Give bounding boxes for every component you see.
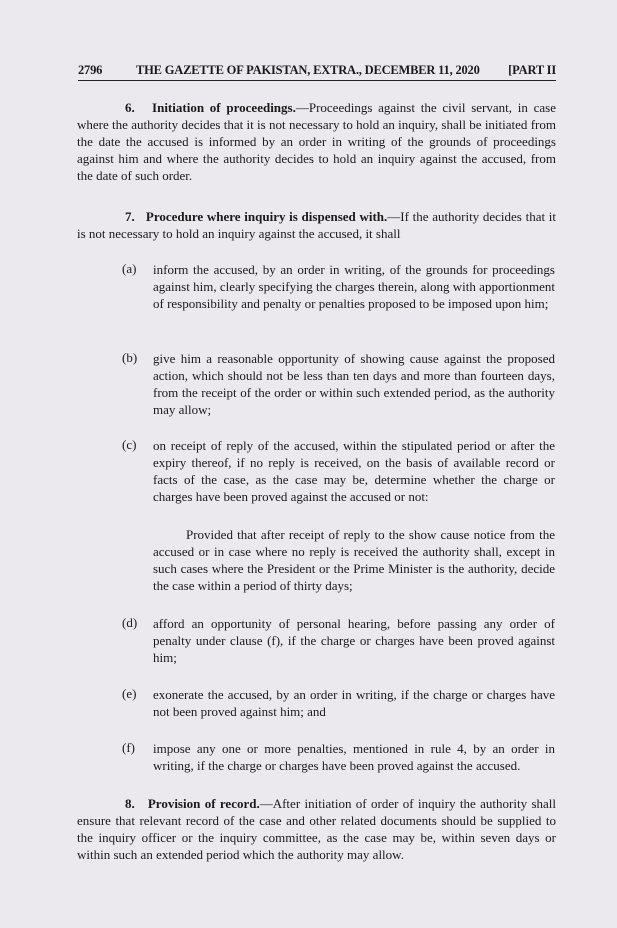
rule-6-text: —Proceedings against the civil servant, in case where the authority decides that it is not necessary to hold an inquiry, shall be initiated from the date the accused is informed by an order in writing of the grounds of proceedings against him and where the authority decides to hold an inquiry against the accused, from the date of such order.: [77, 100, 556, 183]
proviso-paragraph: [153, 526, 555, 594]
item-d-text: afford an opportunity of personal hearing, before passing any order of penalty under clause (f), if the charge or charges have been proved against him;: [153, 616, 555, 665]
item-e-label: (e): [122, 686, 137, 701]
gazette-title: THE GAZETTE OF PAKISTAN, EXTRA., DECEMBER 11, 2020: [136, 63, 480, 77]
proviso-text: Provided that after receipt of reply to the show cause notice from the accused or in case where no reply is received the authority shall, except in such cases where the President or the Prime Minister is the authority, decide the case within a period of thirty days;: [153, 527, 555, 593]
item-b-text: give him a reasonable opportunity of showing cause against the proposed action, which should not be less than ten days and more than fourteen days, from the receipt of the order or within such extended period, as the authority may allow;: [153, 351, 555, 417]
rule-6-paragraph: [77, 99, 556, 184]
rule-7-text: —If the authority decides that it is not necessary to hold an inquiry against the accused, it shall: [77, 209, 557, 241]
rule-7-number: 7.: [125, 209, 135, 224]
rule-7-heading: Procedure where inquiry is dispensed with.: [145, 209, 388, 224]
rule-8-number: 8.: [125, 796, 135, 811]
item-a-label: (a): [122, 261, 137, 276]
item-d-label: (d): [122, 615, 138, 630]
rule-7-paragraph: [77, 208, 556, 242]
rule-6-heading: Initiation of proceedings.: [152, 100, 296, 115]
part-label: [PART II: [508, 63, 556, 77]
item-e-text: exonerate the accused, by an order in writing, if the charge or charges have not been proved against him; and: [153, 687, 555, 719]
item-a-text: inform the accused, by an order in writing, of the grounds for proceedings against him, clearly specifying the charges therein, along with apportionment of responsibility and penalty or penalties proposed to be imposed upon him;: [153, 262, 555, 311]
rule-8-paragraph: [77, 795, 556, 863]
item-f-label: (f): [122, 740, 135, 755]
page-number: 2796: [78, 63, 103, 77]
rule-8-text: —After initiation of order of inquiry the authority shall ensure that relevant record of the case and other related documents should be supplied to the inquiry officer or the inquiry committee, as the case may be, within seven days or within such an extended period which the authority may allow.: [77, 796, 556, 862]
item-b-label: (b): [122, 350, 138, 365]
item-c-text: on receipt of reply of the accused, within the stipulated period or after the expiry thereof, if no reply is received, on the basis of available record or facts of the case, as the case may be, determine whether the charge or charges have been proved against the accused or not:: [153, 438, 555, 504]
rule-8-heading: Provision of record.: [147, 796, 260, 811]
item-f-text: impose any one or more penalties, mentioned in rule 4, by an order in writing, if the charge or charges have been proved against the accused.: [153, 741, 555, 773]
item-c-label: (c): [122, 437, 137, 452]
header-rule: [78, 80, 556, 81]
rule-6-number: 6.: [125, 100, 135, 115]
